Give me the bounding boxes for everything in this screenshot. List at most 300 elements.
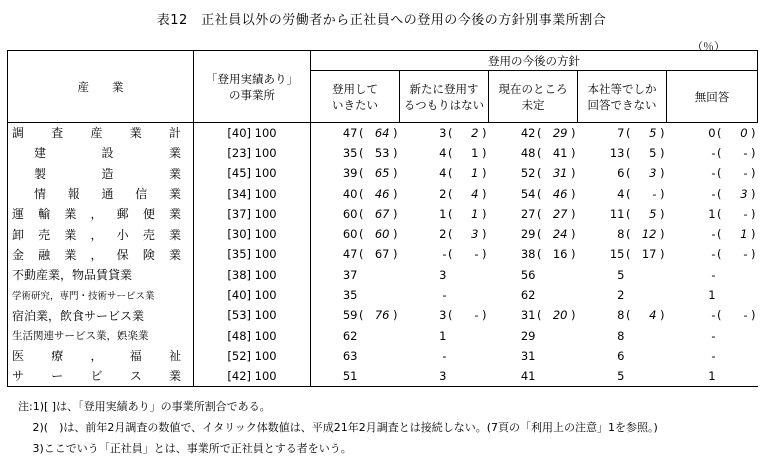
value-cell bbox=[667, 204, 758, 224]
paren-close: ) bbox=[482, 186, 487, 201]
paren-open: ( bbox=[626, 145, 631, 160]
table-row bbox=[8, 143, 758, 163]
current-value: 47 bbox=[342, 247, 358, 262]
value-cell bbox=[489, 183, 578, 203]
current-value: 6 bbox=[617, 166, 625, 181]
header-col-line1: 現在のところ bbox=[498, 81, 568, 96]
value-cell bbox=[311, 143, 400, 163]
current-value: 13 bbox=[609, 145, 625, 160]
current-value: 47 bbox=[342, 125, 358, 140]
paren-open: ( bbox=[448, 227, 453, 242]
paren-open: ( bbox=[448, 145, 453, 160]
basis-value: [42] 100 bbox=[194, 366, 311, 386]
current-value: 8 bbox=[617, 328, 625, 343]
value-cell bbox=[311, 183, 400, 203]
paren-open: ( bbox=[537, 247, 542, 262]
value-cell bbox=[578, 123, 667, 143]
value-cell bbox=[311, 305, 400, 325]
previous-value: 17 bbox=[641, 247, 657, 262]
paren-close: ) bbox=[660, 125, 665, 140]
current-value: 35 bbox=[342, 145, 358, 160]
current-value: 29 bbox=[520, 227, 536, 242]
paren-open: ( bbox=[537, 308, 542, 323]
value-cell bbox=[578, 305, 667, 325]
value-cell bbox=[667, 224, 758, 244]
header-basis-line2: の事業所 bbox=[229, 87, 275, 102]
paren-open: ( bbox=[359, 186, 364, 201]
industry-label: サービス業 bbox=[12, 369, 181, 384]
header-col-line1: 本社等でしか bbox=[587, 81, 657, 96]
industry-name bbox=[8, 183, 194, 203]
paren-close: ) bbox=[393, 125, 398, 140]
current-value: 4 bbox=[439, 145, 447, 160]
paren-open: ( bbox=[537, 145, 542, 160]
previous-value: - bbox=[474, 308, 479, 323]
value-cell bbox=[578, 204, 667, 224]
value-cell bbox=[311, 163, 400, 183]
table-body bbox=[8, 123, 758, 387]
previous-value: 60 bbox=[374, 227, 390, 242]
paren-close: ) bbox=[660, 145, 665, 160]
paren-open: ( bbox=[717, 247, 722, 262]
value-cell bbox=[578, 346, 667, 366]
previous-value: 3 bbox=[649, 166, 657, 181]
industry-label: 不動産業，物品賃貸業 bbox=[12, 268, 133, 283]
paren-open: ( bbox=[626, 166, 631, 181]
previous-value: 65 bbox=[374, 166, 390, 181]
industry-label: 金融業，保険業 bbox=[12, 247, 181, 262]
basis-value: [40] 100 bbox=[194, 285, 311, 305]
paren-close: ) bbox=[660, 186, 665, 201]
paren-open: ( bbox=[359, 308, 364, 323]
paren-open: ( bbox=[537, 227, 542, 242]
header-col-2 bbox=[400, 71, 489, 123]
value-cell bbox=[400, 265, 489, 285]
paren-open: ( bbox=[359, 145, 364, 160]
paren-close: ) bbox=[571, 145, 576, 160]
value-cell bbox=[400, 366, 489, 386]
value-cell bbox=[667, 305, 758, 325]
current-value: 52 bbox=[520, 166, 536, 181]
paren-close: ) bbox=[751, 125, 756, 140]
paren-close: ) bbox=[571, 206, 576, 221]
value-cell bbox=[489, 224, 578, 244]
current-value: 41 bbox=[520, 368, 536, 383]
previous-value: 76 bbox=[374, 308, 390, 323]
value-cell bbox=[578, 366, 667, 386]
previous-value: 16 bbox=[552, 247, 568, 262]
industry-name bbox=[8, 204, 194, 224]
paren-close: ) bbox=[482, 125, 487, 140]
current-value: 39 bbox=[342, 166, 358, 181]
current-value: 62 bbox=[342, 328, 358, 343]
industry-label: 調査産業計 bbox=[12, 126, 181, 141]
industry-name bbox=[8, 143, 194, 163]
paren-close: ) bbox=[571, 166, 576, 181]
basis-value: [37] 100 bbox=[194, 204, 311, 224]
previous-value: 1 bbox=[740, 227, 748, 242]
value-cell bbox=[667, 163, 758, 183]
paren-open: ( bbox=[626, 247, 631, 262]
paren-open: ( bbox=[626, 227, 631, 242]
industry-label: 運輸業，郵便業 bbox=[12, 207, 181, 222]
current-value: 2 bbox=[617, 288, 625, 303]
table-row bbox=[8, 224, 758, 244]
header-col-line2: 回答できない bbox=[587, 97, 657, 112]
previous-value: - bbox=[743, 166, 748, 181]
current-value: 29 bbox=[520, 328, 536, 343]
industry-label: 宿泊業，飲食サービス業 bbox=[12, 308, 145, 323]
previous-value: 46 bbox=[374, 186, 390, 201]
paren-open: ( bbox=[717, 166, 722, 181]
basis-value: [35] 100 bbox=[194, 244, 311, 264]
header-col-line1: 新たに登用す bbox=[409, 81, 479, 96]
value-cell bbox=[489, 163, 578, 183]
paren-close: ) bbox=[660, 206, 665, 221]
header-col-line2: るつもりはない bbox=[403, 97, 485, 112]
previous-value: 53 bbox=[374, 145, 390, 160]
current-value: 48 bbox=[520, 145, 536, 160]
header-col-3 bbox=[489, 71, 578, 123]
paren-open: ( bbox=[359, 247, 364, 262]
paren-open: ( bbox=[537, 186, 542, 201]
industry-name bbox=[8, 224, 194, 244]
industry-name bbox=[8, 265, 194, 285]
previous-value: 27 bbox=[552, 206, 568, 221]
paren-open: ( bbox=[359, 166, 364, 181]
previous-value: 46 bbox=[552, 186, 568, 201]
current-value: - bbox=[711, 145, 716, 160]
previous-value: 29 bbox=[552, 125, 568, 140]
previous-value: 3 bbox=[471, 227, 479, 242]
current-value: - bbox=[711, 166, 716, 181]
previous-value: 20 bbox=[552, 308, 568, 323]
paren-close: ) bbox=[571, 247, 576, 262]
current-value: 3 bbox=[439, 125, 447, 140]
paren-open: ( bbox=[717, 227, 722, 242]
paren-open: ( bbox=[626, 125, 631, 140]
current-value: - bbox=[711, 186, 716, 201]
previous-value: 12 bbox=[641, 227, 657, 242]
table-row bbox=[8, 285, 758, 305]
value-cell bbox=[311, 366, 400, 386]
current-value: 27 bbox=[520, 206, 536, 221]
paren-open: ( bbox=[717, 145, 722, 160]
basis-value: [40] 100 bbox=[194, 123, 311, 143]
previous-value: 3 bbox=[740, 186, 748, 201]
current-value: 35 bbox=[342, 288, 358, 303]
industry-name bbox=[8, 123, 194, 143]
industry-name bbox=[8, 244, 194, 264]
previous-value: - bbox=[743, 247, 748, 262]
paren-close: ) bbox=[393, 247, 398, 262]
header-basis-line1: 「登用実績あり」 bbox=[206, 71, 298, 86]
paren-close: ) bbox=[660, 308, 665, 323]
header-col-4 bbox=[578, 71, 667, 123]
paren-open: ( bbox=[717, 308, 722, 323]
value-cell bbox=[667, 244, 758, 264]
note-3: 3)ここでいう「正社員」とは、事業所で正社員とする者をいう。 bbox=[18, 442, 352, 455]
value-cell bbox=[400, 285, 489, 305]
basis-value: [38] 100 bbox=[194, 265, 311, 285]
industry-label: 医療，福祉 bbox=[12, 349, 181, 364]
basis-value: [23] 100 bbox=[194, 143, 311, 163]
current-value: 3 bbox=[439, 308, 447, 323]
current-value: 37 bbox=[342, 267, 358, 282]
basis-value: [34] 100 bbox=[194, 183, 311, 203]
paren-open: ( bbox=[717, 125, 722, 140]
current-value: 31 bbox=[520, 308, 536, 323]
table-row bbox=[8, 244, 758, 264]
value-cell bbox=[489, 325, 578, 345]
value-cell bbox=[667, 265, 758, 285]
paren-open: ( bbox=[717, 206, 722, 221]
value-cell bbox=[489, 244, 578, 264]
paren-close: ) bbox=[393, 145, 398, 160]
previous-value: 1 bbox=[471, 206, 479, 221]
current-value: 2 bbox=[439, 186, 447, 201]
current-value: 0 bbox=[708, 125, 716, 140]
header-industry: 産 業 bbox=[8, 51, 194, 123]
paren-close: ) bbox=[660, 227, 665, 242]
value-cell bbox=[400, 346, 489, 366]
paren-open: ( bbox=[626, 206, 631, 221]
previous-value: 5 bbox=[649, 125, 657, 140]
paren-open: ( bbox=[537, 166, 542, 181]
table-row bbox=[8, 346, 758, 366]
note-1: 注:1)[ ]は、「登用実績あり」の事業所割合である。 bbox=[18, 400, 271, 413]
value-cell bbox=[489, 123, 578, 143]
value-cell bbox=[400, 325, 489, 345]
previous-value: 4 bbox=[649, 308, 657, 323]
value-cell bbox=[489, 285, 578, 305]
industry-label: 情報通信業 bbox=[34, 187, 181, 202]
paren-open: ( bbox=[448, 308, 453, 323]
paren-close: ) bbox=[482, 247, 487, 262]
current-value: - bbox=[711, 227, 716, 242]
industry-label: 生活関連サービス業，娯楽業 bbox=[12, 330, 149, 343]
current-value: 1 bbox=[439, 328, 447, 343]
previous-value: 64 bbox=[374, 125, 390, 140]
previous-value: - bbox=[743, 308, 748, 323]
value-cell bbox=[489, 204, 578, 224]
paren-close: ) bbox=[393, 186, 398, 201]
value-cell bbox=[489, 265, 578, 285]
basis-value: [53] 100 bbox=[194, 305, 311, 325]
current-value: - bbox=[442, 288, 447, 303]
value-cell bbox=[578, 183, 667, 203]
paren-open: ( bbox=[448, 125, 453, 140]
previous-value: - bbox=[743, 206, 748, 221]
header-policy-group: 登用の今後の方針 bbox=[311, 51, 758, 71]
paren-close: ) bbox=[571, 227, 576, 242]
header-col-1 bbox=[311, 71, 400, 123]
header-col-line2: 未定 bbox=[521, 97, 545, 112]
previous-value: 1 bbox=[471, 166, 479, 181]
current-value: - bbox=[711, 308, 716, 323]
current-value: - bbox=[711, 247, 716, 262]
value-cell bbox=[311, 285, 400, 305]
industry-label: 学術研究，専門・技術サービス業 bbox=[12, 291, 155, 303]
value-cell bbox=[667, 366, 758, 386]
previous-value: 31 bbox=[552, 166, 568, 181]
current-value: 51 bbox=[342, 368, 358, 383]
table-row bbox=[8, 325, 758, 345]
paren-close: ) bbox=[571, 125, 576, 140]
value-cell bbox=[578, 285, 667, 305]
current-value: 1 bbox=[708, 206, 716, 221]
current-value: 15 bbox=[609, 247, 625, 262]
basis-value: [48] 100 bbox=[194, 325, 311, 345]
notes bbox=[18, 396, 658, 459]
industry-label: 卸売業，小売業 bbox=[12, 227, 181, 242]
previous-value: 41 bbox=[552, 145, 568, 160]
industry-name bbox=[8, 366, 194, 386]
current-value: - bbox=[711, 267, 716, 282]
previous-value: 5 bbox=[649, 145, 657, 160]
value-cell bbox=[311, 204, 400, 224]
value-cell bbox=[578, 163, 667, 183]
value-cell bbox=[400, 244, 489, 264]
paren-open: ( bbox=[359, 206, 364, 221]
previous-value: - bbox=[743, 145, 748, 160]
paren-close: ) bbox=[482, 308, 487, 323]
current-value: 5 bbox=[617, 267, 625, 282]
table-row bbox=[8, 305, 758, 325]
paren-close: ) bbox=[751, 145, 756, 160]
value-cell bbox=[311, 265, 400, 285]
current-value: 7 bbox=[617, 125, 625, 140]
paren-close: ) bbox=[751, 308, 756, 323]
current-value: 54 bbox=[520, 186, 536, 201]
basis-value: [45] 100 bbox=[194, 163, 311, 183]
paren-open: ( bbox=[626, 186, 631, 201]
previous-value: 4 bbox=[471, 186, 479, 201]
value-cell bbox=[667, 183, 758, 203]
industry-name bbox=[8, 305, 194, 325]
current-value: 42 bbox=[520, 125, 536, 140]
header-col-line1: 無回答 bbox=[694, 89, 730, 104]
paren-open: ( bbox=[448, 166, 453, 181]
paren-close: ) bbox=[751, 186, 756, 201]
previous-value: 0 bbox=[740, 125, 748, 140]
note-2: 2)( )は、前年2月調査の数値で、イタリック体数値は、平成21年2月調査とは接続しない。(7頁の「利用上の注意」1を参照。) bbox=[18, 421, 658, 434]
value-cell bbox=[667, 143, 758, 163]
current-value: 1 bbox=[708, 288, 716, 303]
industry-name bbox=[8, 346, 194, 366]
value-cell bbox=[311, 244, 400, 264]
paren-open: ( bbox=[448, 206, 453, 221]
paren-close: ) bbox=[482, 145, 487, 160]
current-value: 1 bbox=[439, 206, 447, 221]
paren-close: ) bbox=[393, 227, 398, 242]
previous-value: 2 bbox=[471, 125, 479, 140]
previous-value: 5 bbox=[649, 206, 657, 221]
previous-value: 67 bbox=[374, 206, 390, 221]
current-value: 56 bbox=[520, 267, 536, 282]
current-value: 38 bbox=[520, 247, 536, 262]
current-value: - bbox=[711, 348, 716, 363]
current-value: 59 bbox=[342, 308, 358, 323]
current-value: 8 bbox=[617, 227, 625, 242]
value-cell bbox=[400, 305, 489, 325]
value-cell bbox=[667, 346, 758, 366]
industry-label: 建設業 bbox=[34, 146, 181, 161]
paren-close: ) bbox=[751, 247, 756, 262]
header-basis bbox=[194, 51, 311, 123]
industry-name bbox=[8, 163, 194, 183]
table-row bbox=[8, 123, 758, 143]
previous-value: - bbox=[652, 186, 657, 201]
current-value: 4 bbox=[617, 186, 625, 201]
current-value: 3 bbox=[439, 267, 447, 282]
table-title: 表12 正社員以外の労働者から正社員への登用の今後の方針別事業所割合 bbox=[156, 13, 607, 28]
paren-open: ( bbox=[626, 308, 631, 323]
table-row bbox=[8, 366, 758, 386]
value-cell bbox=[489, 366, 578, 386]
paren-close: ) bbox=[660, 166, 665, 181]
value-cell bbox=[311, 325, 400, 345]
current-value: 3 bbox=[439, 368, 447, 383]
current-value: 8 bbox=[617, 308, 625, 323]
basis-value: [52] 100 bbox=[194, 346, 311, 366]
paren-open: ( bbox=[717, 186, 722, 201]
current-value: 60 bbox=[342, 227, 358, 242]
current-value: 31 bbox=[520, 348, 536, 363]
value-cell bbox=[400, 204, 489, 224]
header-col-line1: 登用して bbox=[332, 81, 378, 96]
paren-close: ) bbox=[751, 206, 756, 221]
value-cell bbox=[400, 183, 489, 203]
value-cell bbox=[311, 224, 400, 244]
paren-close: ) bbox=[482, 206, 487, 221]
paren-open: ( bbox=[359, 227, 364, 242]
previous-value: 1 bbox=[471, 145, 479, 160]
current-value: 2 bbox=[439, 227, 447, 242]
paren-close: ) bbox=[571, 308, 576, 323]
previous-value: 67 bbox=[374, 247, 390, 262]
value-cell bbox=[400, 224, 489, 244]
value-cell bbox=[400, 123, 489, 143]
industry-name bbox=[8, 285, 194, 305]
current-value: 5 bbox=[617, 368, 625, 383]
current-value: 60 bbox=[342, 206, 358, 221]
value-cell bbox=[578, 143, 667, 163]
previous-value: 24 bbox=[552, 227, 568, 242]
current-value: - bbox=[442, 348, 447, 363]
table-row bbox=[8, 204, 758, 224]
value-cell bbox=[578, 265, 667, 285]
value-cell bbox=[489, 143, 578, 163]
value-cell bbox=[578, 325, 667, 345]
basis-value: [30] 100 bbox=[194, 224, 311, 244]
value-cell bbox=[578, 224, 667, 244]
current-value: 6 bbox=[617, 348, 625, 363]
current-value: 40 bbox=[342, 186, 358, 201]
value-cell bbox=[489, 346, 578, 366]
policy-table bbox=[7, 50, 758, 387]
value-cell bbox=[311, 123, 400, 143]
paren-open: ( bbox=[448, 186, 453, 201]
paren-close: ) bbox=[393, 166, 398, 181]
value-cell bbox=[578, 244, 667, 264]
current-value: 1 bbox=[708, 368, 716, 383]
table-row bbox=[8, 183, 758, 203]
current-value: 63 bbox=[342, 348, 358, 363]
previous-value: - bbox=[474, 247, 479, 262]
value-cell bbox=[667, 123, 758, 143]
paren-close: ) bbox=[751, 227, 756, 242]
